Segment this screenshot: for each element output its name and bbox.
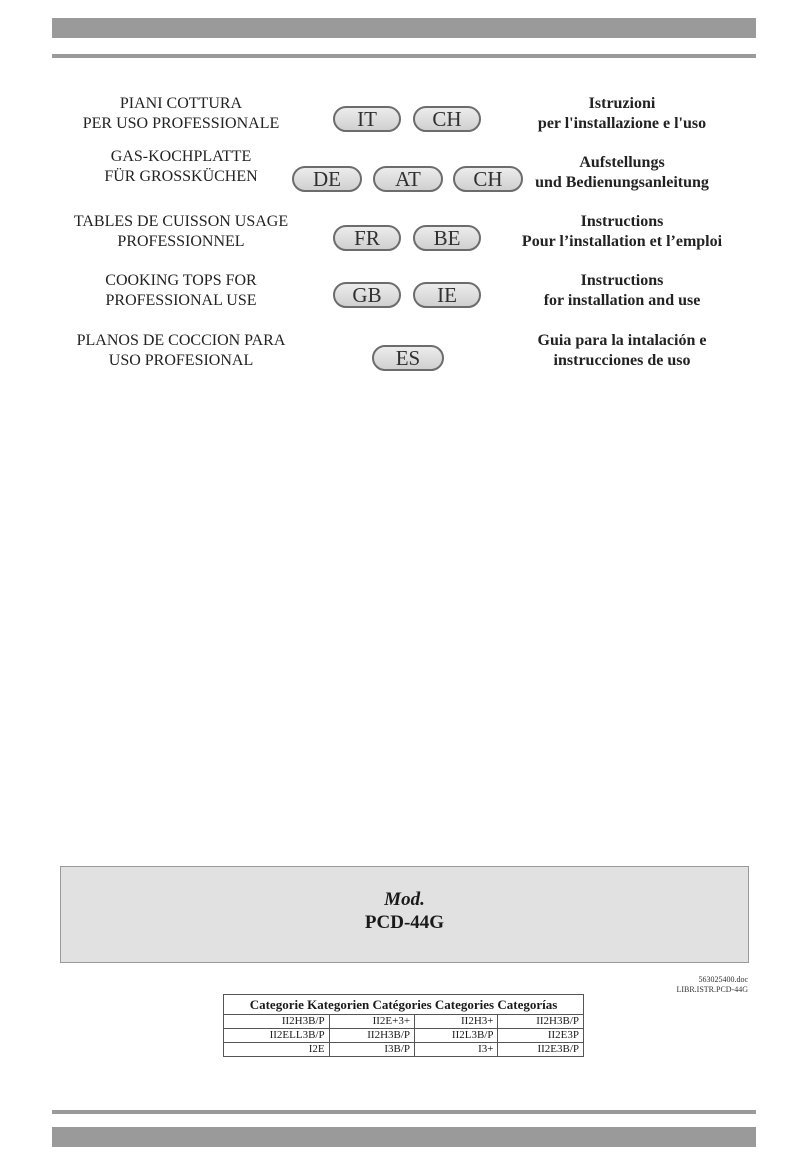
- country-badge-ie[interactable]: IE: [413, 282, 481, 308]
- table-cell: II2H3B/P: [224, 1015, 330, 1029]
- top-gray-band: [52, 18, 756, 38]
- country-badge-it[interactable]: IT: [333, 106, 401, 132]
- product-title-gb: COOKING TOPS FOR PROFESSIONAL USE: [105, 272, 257, 309]
- table-cell: II2E+3+: [329, 1015, 414, 1029]
- instructions-title-it: Istruzioni per l'installazione e l'uso: [537, 95, 707, 132]
- table-cell: II2E3P: [498, 1029, 584, 1043]
- product-title-es: PLANOS DE COCCION PARA USO PROFESIONAL: [76, 332, 286, 369]
- table-cell: II2E3B/P: [498, 1043, 584, 1057]
- instructions-title-gb: Instructions for installation and use: [543, 272, 701, 309]
- document-reference: [676, 975, 748, 995]
- country-badge-gb[interactable]: GB: [333, 282, 401, 308]
- bottom-rule: [52, 1110, 756, 1114]
- product-title-it: PIANI COTTURA PER USO PROFESSIONALE: [82, 95, 280, 132]
- table-cell: II2H3+: [415, 1015, 498, 1029]
- doc-code: LIBR.ISTR.PCD-44G: [676, 985, 748, 994]
- bottom-gray-band: [52, 1127, 756, 1147]
- table-row: [224, 1029, 584, 1043]
- table-cell: II2L3B/P: [415, 1029, 498, 1043]
- table-cell: I3+: [415, 1043, 498, 1057]
- top-rule: [52, 54, 756, 58]
- model-label: Mod.: [384, 889, 425, 910]
- instructions-title-es: Guia para la intalación e instrucciones de uso: [537, 332, 707, 369]
- language-row-de: [0, 147, 808, 197]
- language-row-es: [0, 331, 808, 381]
- country-badge-de[interactable]: DE: [292, 166, 362, 192]
- language-row-gb: [0, 271, 808, 321]
- country-badge-be[interactable]: BE: [413, 225, 481, 251]
- instructions-title-de: Aufstellungs und Bedienungsanleitung: [535, 154, 709, 191]
- country-badge-ch[interactable]: CH: [413, 106, 481, 132]
- country-badge-fr[interactable]: FR: [333, 225, 401, 251]
- model-name: PCD-44G: [364, 912, 445, 933]
- table-header-row: [224, 995, 584, 1015]
- country-badge-es[interactable]: ES: [372, 345, 444, 371]
- product-title-fr: TABLES DE CUISSON USAGE PROFESSIONNEL: [73, 213, 289, 250]
- product-title-de: GAS-KOCHPLATTE FÜR GROSSKÜCHEN: [104, 148, 258, 185]
- instructions-title-fr: Instructions Pour l’installation et l’emploi: [521, 213, 723, 250]
- table-header: Categorie Kategorien Catégories Categories Categorías: [224, 995, 584, 1015]
- table-cell: II2ELL3B/P: [224, 1029, 330, 1043]
- table-cell: I3B/P: [329, 1043, 414, 1057]
- gas-category-table: [223, 994, 584, 1057]
- table-cell: II2H3B/P: [329, 1029, 414, 1043]
- table-row: [224, 1043, 584, 1057]
- table-row: [224, 1015, 584, 1029]
- table-cell: II2H3B/P: [498, 1015, 584, 1029]
- country-badge-ch-de[interactable]: CH: [453, 166, 523, 192]
- language-row-fr: [0, 212, 808, 262]
- table-cell: I2E: [224, 1043, 330, 1057]
- model-box: [60, 866, 749, 963]
- language-row-it: [0, 94, 808, 144]
- country-badge-at[interactable]: AT: [373, 166, 443, 192]
- doc-file-name: 563025400.doc: [698, 975, 748, 984]
